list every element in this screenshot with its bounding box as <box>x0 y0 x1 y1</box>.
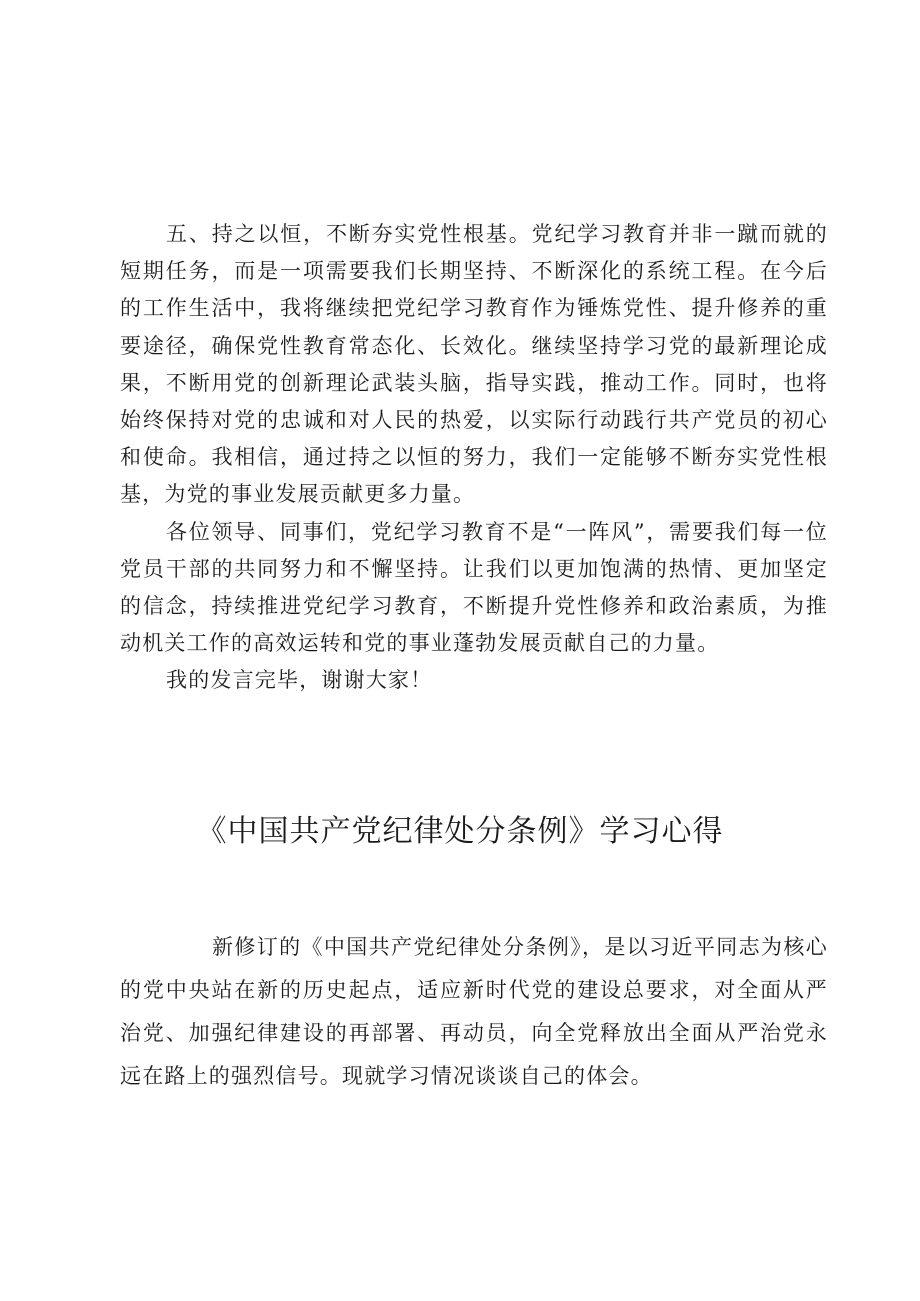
study-notes-section <box>120 926 828 1098</box>
paragraph-closing: 我的发言完毕，谢谢大家！ <box>166 668 433 693</box>
paragraph-persistence: 五、持之以恒，不断夯实党性根基。党纪学习教育并非一蹴而就的短期任务，而是一项需要我们长期坚持、不断深化的系统工程。在今后的工作生活中，我将继续把党纪学习教育作为锤炼党性、提升修养的重要途径，确保党性教育常态化、长效化。继续坚持学习党的最新理论成果，不断用党的创新理论武装头脑，指导实践，推动工作。同时，也将始终保持对党的忠诚和对人民的热爱，以实际行动践行共产党员的初心和使命。我相信，通过持之以恒的努力，我们一定能够不断夯实党性根基，为党的事业发展贡献更多力量。 <box>120 222 828 507</box>
paragraph-appeal: 各位领导、同事们，党纪学习教育不是“一阵风”，需要我们每一位党员干部的共同努力和不懈坚持。让我们以更加饱满的热情、更加坚定的信念，持续推进党纪学习教育，不断提升党性修养和政治素质，为推动机关工作的高效运转和党的事业蓬勃发展贡献自己的力量。 <box>120 519 828 656</box>
paragraph-intro: 新修订的《中国共产党纪律处分条例》，是以习近平同志为核心的党中央站在新的历史起点，适应新时代党的建设总要求，对全面从严治党、加强纪律建设的再部署、再动员，向全党释放出全面从严治党永远在路上的强烈信号。现就学习情况谈谈自己的体会。 <box>120 935 828 1088</box>
speech-conclusion-section <box>120 216 828 700</box>
document-title: 《中国共产党纪律处分条例》学习心得 <box>196 814 724 849</box>
